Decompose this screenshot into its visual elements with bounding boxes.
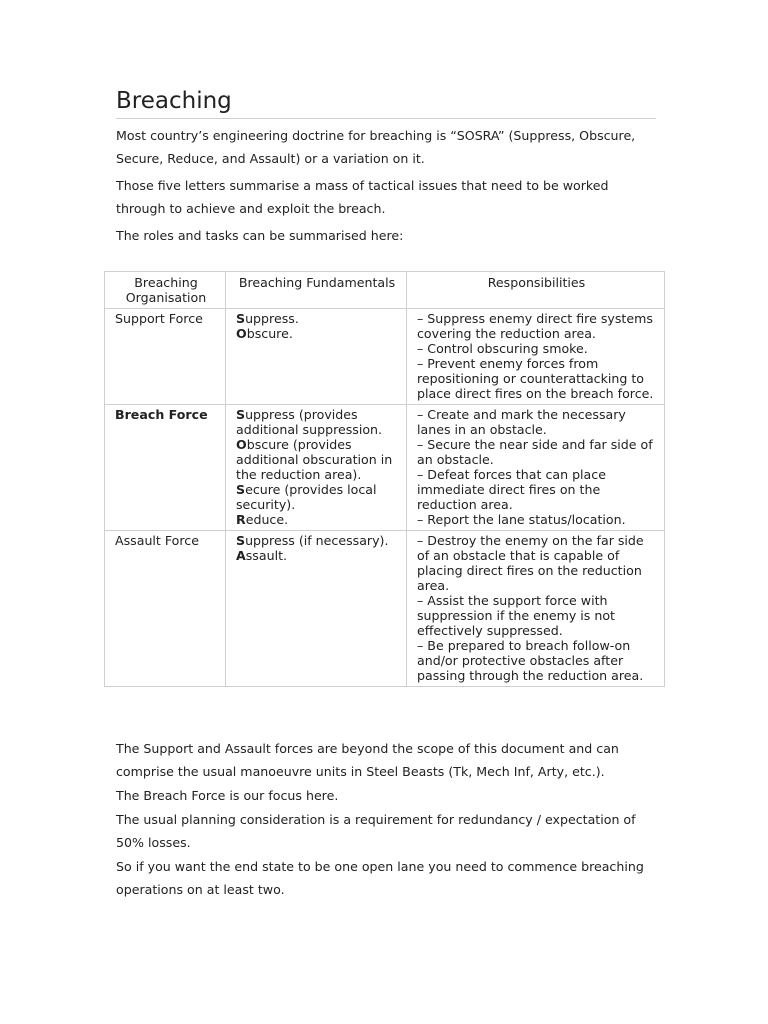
fundamental-initial: R <box>236 512 246 527</box>
header-responsibilities: Responsibilities <box>407 272 665 309</box>
intro-paragraph: Those five letters summarise a mass of tactical issues that need to be worked through to achieve and exploit the breach. <box>116 178 609 216</box>
fundamentals-cell <box>226 531 407 687</box>
responsibility-item: – Create and mark the necessary lanes in an obstacle. <box>417 407 626 437</box>
fundamental-text: educe. <box>245 512 289 527</box>
fundamentals-cell <box>226 309 407 405</box>
fundamental-initial: S <box>236 407 246 422</box>
responsibility-item: – Report the lane status/location. <box>417 512 626 527</box>
fundamental-initial: S <box>236 311 246 326</box>
intro-section <box>116 124 656 247</box>
fundamental-item <box>236 533 398 548</box>
fundamental-text: uppress (provides additional suppression. <box>236 407 383 437</box>
responsibility-item: – Defeat forces that can place immediate direct fires on the reduction area. <box>417 467 606 512</box>
fundamental-text: uppress. <box>245 311 299 326</box>
closing-section <box>116 737 656 902</box>
table-row <box>105 531 665 687</box>
fundamental-item <box>236 437 398 482</box>
fundamental-text: bscure. <box>246 326 293 341</box>
table-row <box>105 405 665 531</box>
page-title: Breaching <box>116 86 656 119</box>
responsibility-item: – Destroy the enemy on the far side of an obstacle that is capable of placing direct fires on the reduction area. <box>417 533 644 593</box>
table-header-row <box>105 272 665 309</box>
document-page <box>116 86 656 251</box>
responsibilities-cell <box>407 405 665 531</box>
breaching-table <box>104 271 665 687</box>
header-organisation: Breaching Organisation <box>105 272 226 309</box>
fundamental-initial: O <box>236 326 247 341</box>
responsibility-item: – Prevent enemy forces from repositioning or counterattacking to place direct fires on the breach force. <box>417 356 654 401</box>
fundamentals-cell <box>226 405 407 531</box>
fundamental-item <box>236 407 398 437</box>
table-row <box>105 309 665 405</box>
responsibilities-cell <box>407 309 665 405</box>
fundamental-initial: O <box>236 437 247 452</box>
organisation-cell: Support Force <box>105 309 226 405</box>
fundamental-item <box>236 326 398 341</box>
fundamental-initial: A <box>236 548 246 563</box>
organisation-cell: Assault Force <box>105 531 226 687</box>
header-fundamentals: Breaching Fundamentals <box>226 272 407 309</box>
fundamental-text: ecure (provides local security). <box>236 482 377 512</box>
closing-paragraph: The Breach Force is our focus here. <box>116 788 339 803</box>
fundamental-initial: S <box>236 533 246 548</box>
fundamental-text: ssault. <box>245 548 288 563</box>
responsibility-item: – Be prepared to breach follow-on and/or protective obstacles after passing through the reduction area. <box>417 638 644 683</box>
fundamental-item <box>236 512 398 527</box>
closing-paragraph: The Support and Assault forces are beyond the scope of this document and can comprise the usual manoeuvre units in Steel Beasts (Tk, Mech Inf, Arty, etc.). <box>116 741 619 779</box>
responsibility-item: – Assist the support force with suppression if the enemy is not effectively suppressed. <box>417 593 615 638</box>
responsibility-item: – Secure the near side and far side of an obstacle. <box>417 437 653 467</box>
fundamental-item <box>236 548 398 563</box>
closing-paragraph: So if you want the end state to be one open lane you need to commence breaching operations on at least two. <box>116 859 644 897</box>
fundamental-item <box>236 311 398 326</box>
intro-paragraph: Most country’s engineering doctrine for breaching is “SOSRA” (Suppress, Obscure, Secure, Reduce, and Assault) or a variation on it. <box>116 128 636 166</box>
responsibility-item: – Control obscuring smoke. <box>417 341 588 356</box>
responsibilities-cell <box>407 531 665 687</box>
responsibility-item: – Suppress enemy direct fire systems covering the reduction area. <box>417 311 653 341</box>
organisation-cell: Breach Force <box>105 405 226 531</box>
fundamental-text: bscure (provides additional obscuration in the reduction area). <box>236 437 393 482</box>
closing-paragraph: The usual planning consideration is a requirement for redundancy / expectation of 50% losses. <box>116 812 636 850</box>
intro-paragraph: The roles and tasks can be summarised here: <box>116 228 404 243</box>
fundamental-text: uppress (if necessary). <box>245 533 389 548</box>
fundamental-item <box>236 482 398 512</box>
fundamental-initial: S <box>236 482 246 497</box>
